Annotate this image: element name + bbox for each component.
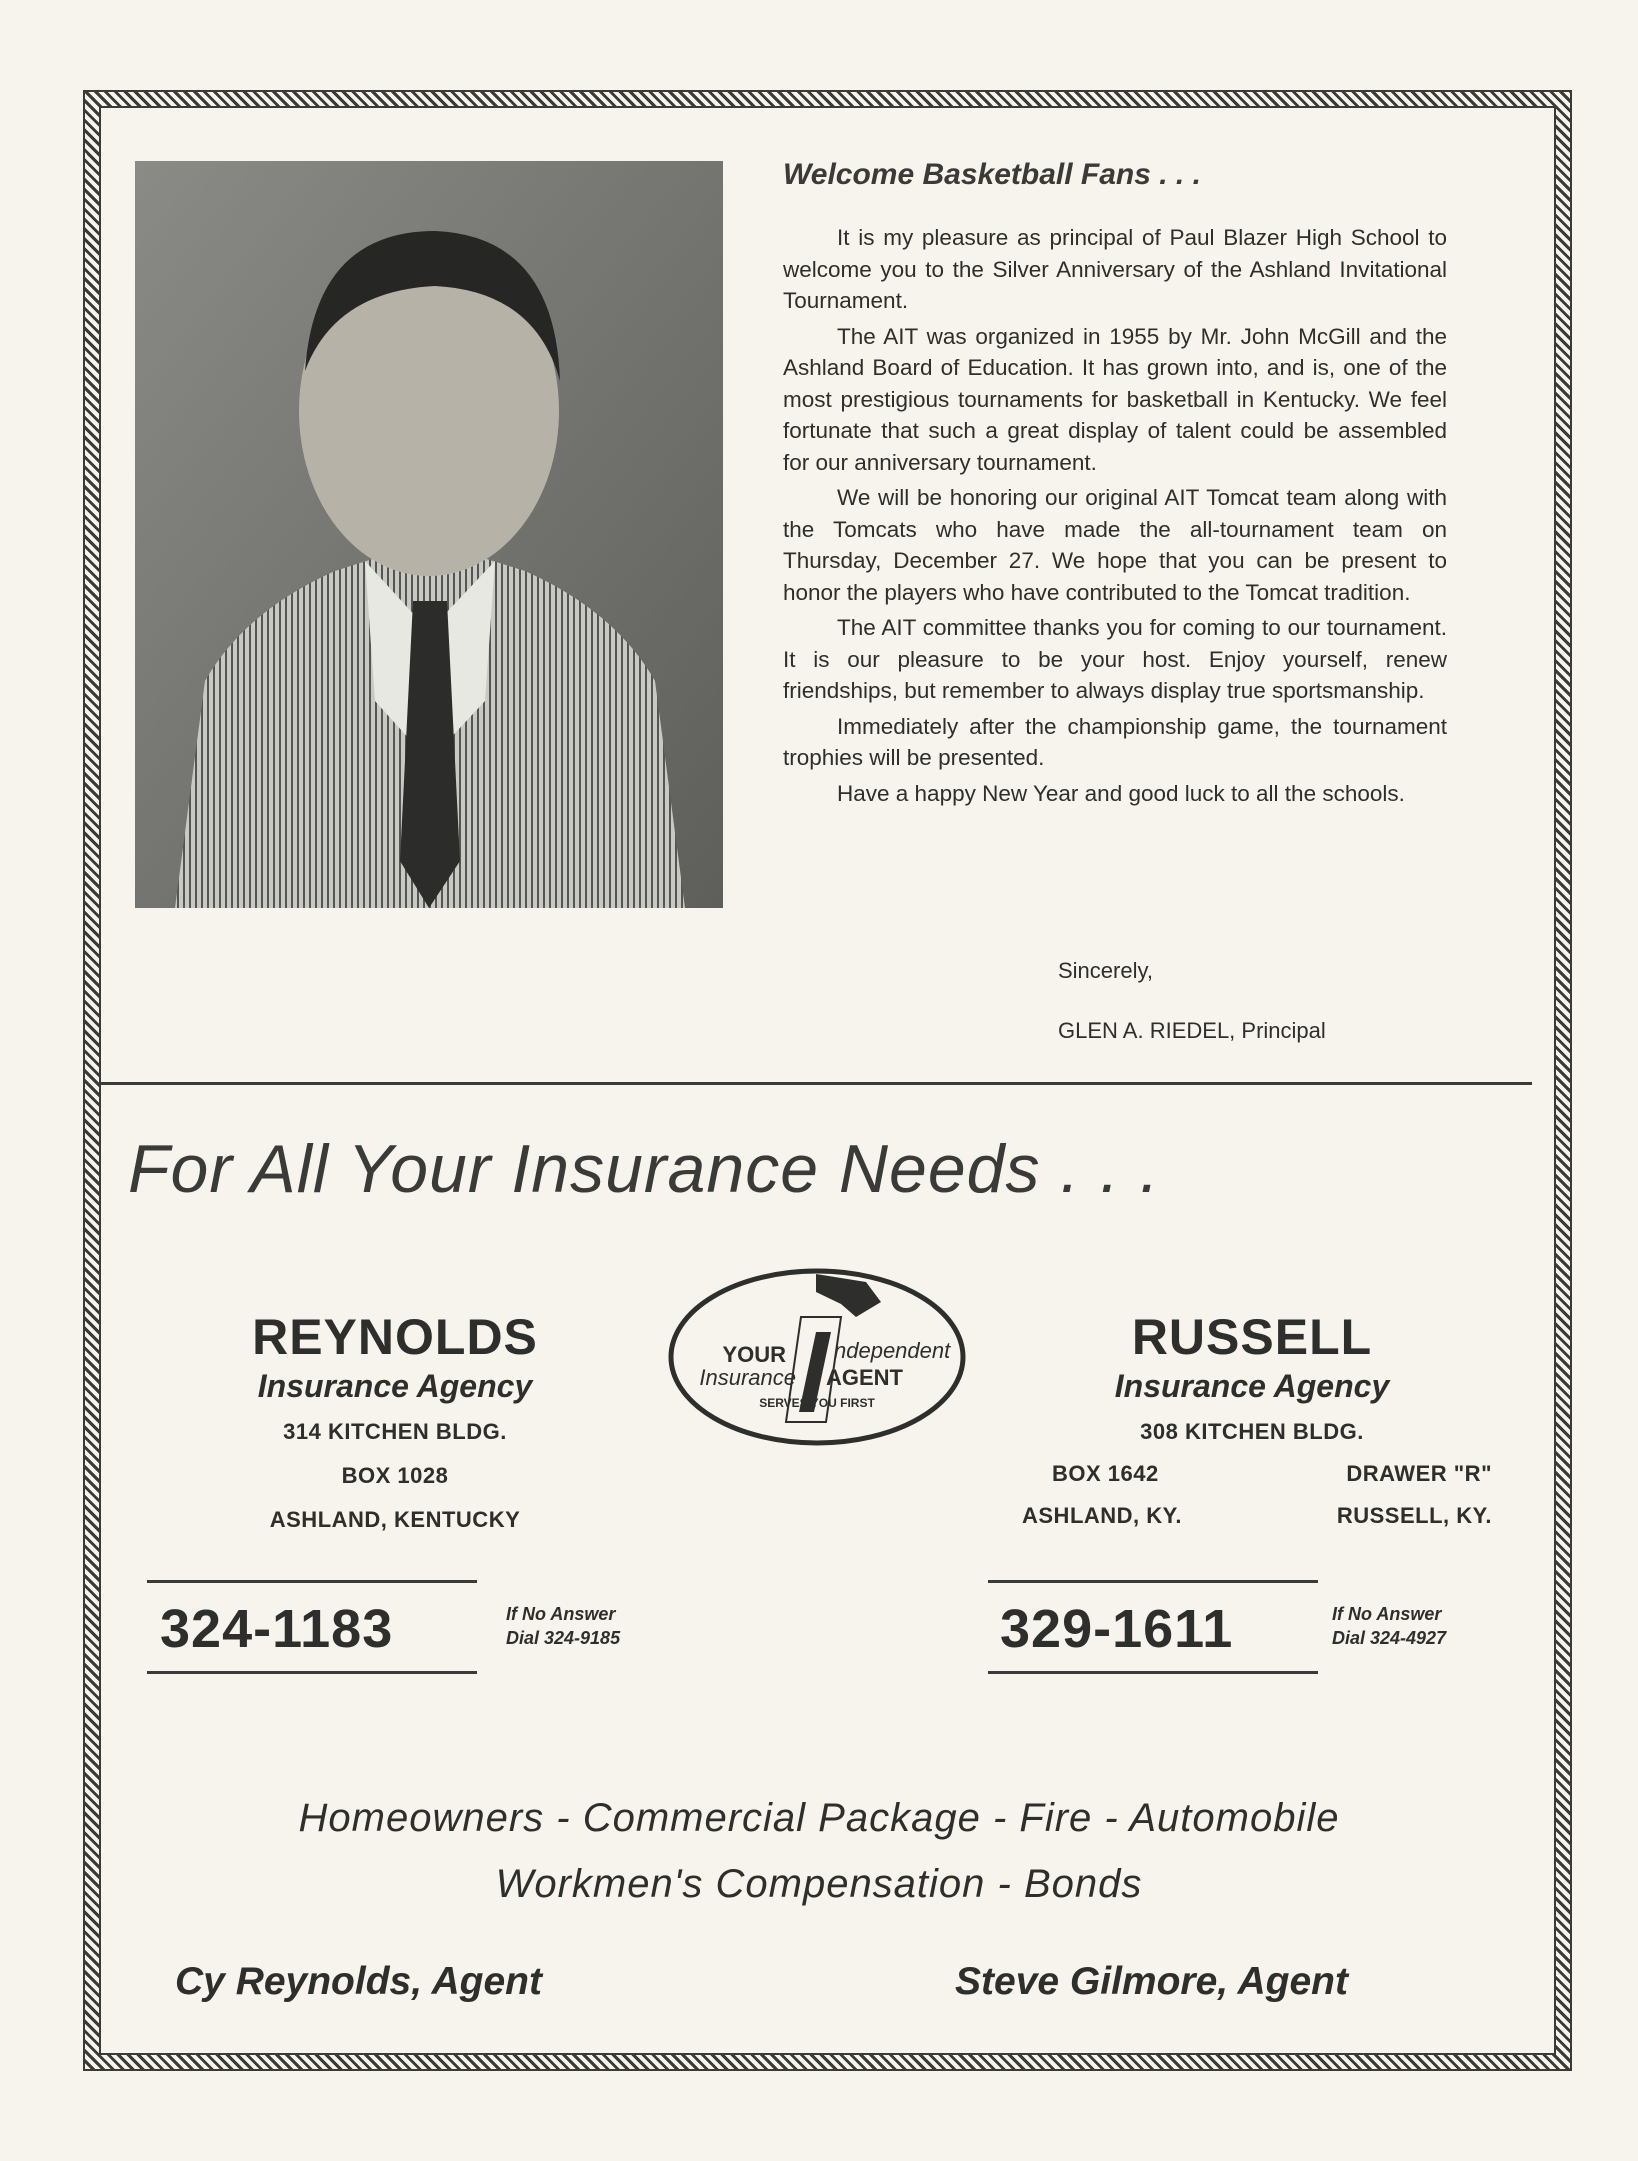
agency-city: RUSSELL, KY. — [1336, 1503, 1492, 1528]
letter-paragraph: The AIT was organized in 1955 by Mr. John McGill and the Ashland Board of Education. It has grown into, and is, one of the most prestigious tournaments for basketball in Kentucky. We feel fortunate that such a great display of talent could be assembled for our anniversary tournament. — [783, 323, 1447, 475]
reynolds-no-answer — [506, 1602, 620, 1650]
agency-address: 308 KITCHEN BLDG. — [1140, 1419, 1364, 1444]
independent-agent-logo — [666, 1262, 968, 1448]
no-answer-label: If No Answer — [1332, 1604, 1442, 1624]
russell-agent: Steve Gilmore, Agent — [955, 1960, 1348, 2003]
reynolds-agency — [135, 1308, 655, 1533]
agency-city: ASHLAND, KY. — [1022, 1503, 1183, 1528]
services-line-2: Workmen's Compensation - Bonds — [495, 1862, 1143, 1906]
agency-name: RUSSELL — [1131, 1309, 1373, 1365]
ad-headline: For All Your Insurance Needs . . . — [128, 1131, 1160, 1207]
agency-subtitle: Insurance Agency — [257, 1368, 533, 1404]
agency-city: ASHLAND, KENTUCKY — [269, 1507, 521, 1532]
russell-agency — [992, 1308, 1512, 1529]
reynolds-phone: 324-1183 — [160, 1599, 394, 1659]
logo-agent: AGENT — [826, 1365, 903, 1390]
letter-signature: GLEN A. RIEDEL, Principal — [1058, 1018, 1326, 1043]
agency-address: 314 KITCHEN BLDG. — [283, 1419, 507, 1444]
logo-tagline: SERVES YOU FIRST — [759, 1396, 875, 1410]
logo-your: YOUR — [722, 1342, 786, 1367]
logo-insurance: Insurance — [699, 1365, 796, 1390]
services-line-1: Homeowners - Commercial Package - Fire - Automobile — [298, 1796, 1340, 1840]
letter-paragraph: Have a happy New Year and good luck to all the schools. — [837, 780, 1405, 806]
letter-paragraph: We will be honoring our original AIT Tomcat team along with the Tomcats who have made the all-tournament team on Thursday, December 27. We hope that you can be present to honor the players who have contributed to the Tomcat tradition. — [783, 485, 1447, 605]
agency-box: BOX 1028 — [341, 1463, 449, 1488]
section-divider — [100, 1082, 1532, 1085]
reynolds-agent: Cy Reynolds, Agent — [175, 1960, 542, 2003]
logo-independent: ndependent — [834, 1338, 951, 1363]
letter-paragraph: It is my pleasure as principal of Paul Blazer High School to welcome you to the Silver Anniversary of the Ashland Invitational Tournament. — [783, 225, 1447, 313]
agency-box: BOX 1642 — [1052, 1461, 1159, 1486]
agency-drawer: DRAWER "R" — [1346, 1461, 1492, 1486]
russell-phone: 329-1611 — [1000, 1599, 1234, 1659]
letter-paragraph: The AIT committee thanks you for coming to our tournament. It is our pleasure to be your host. Enjoy yourself, renew friendships, but remember to always display true sportsmanship. — [783, 615, 1447, 703]
letter-title: Welcome Basketball Fans . . . — [783, 158, 1201, 191]
alt-dial: Dial 324-9185 — [506, 1628, 621, 1648]
agency-subtitle: Insurance Agency — [1114, 1368, 1390, 1404]
russell-no-answer — [1332, 1602, 1446, 1650]
letter-closing: Sincerely, — [1058, 958, 1153, 983]
alt-dial: Dial 324-4927 — [1332, 1628, 1447, 1648]
agency-name: REYNOLDS — [252, 1309, 538, 1365]
no-answer-label: If No Answer — [506, 1604, 616, 1624]
principal-portrait-photo — [135, 161, 723, 908]
welcome-letter — [783, 158, 1447, 813]
letter-paragraph: Immediately after the championship game, the tournament trophies will be presented. — [783, 713, 1447, 770]
